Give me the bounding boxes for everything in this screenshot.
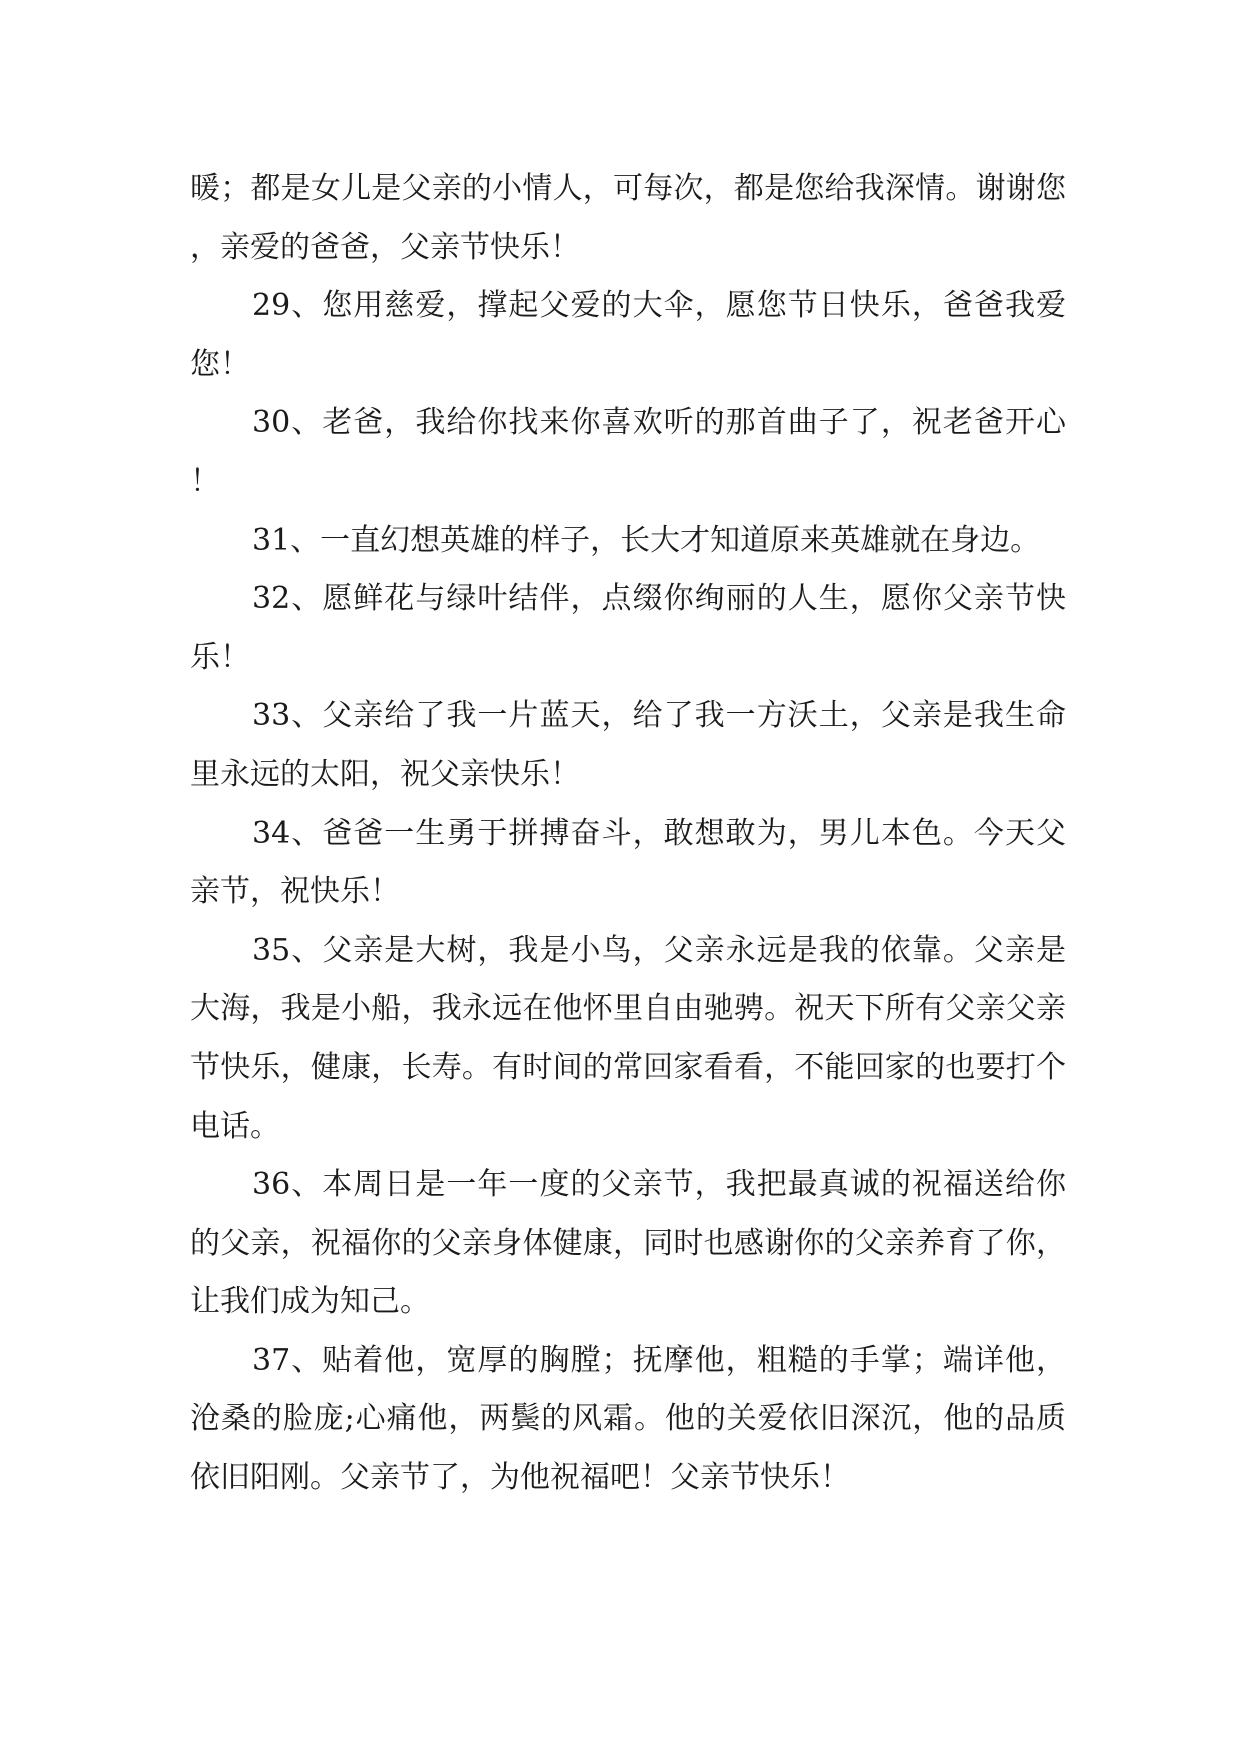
paragraph-31: 31、一直幻想英雄的样子，长大才知道原来英雄就在身边。: [252, 522, 1041, 558]
paragraph-36: 36、本周日是一年一度的父亲节，我把最真诚的祝福送给你的父亲，祝福你的父亲身体健康，同时也感谢你的父亲养育了你，让我们成为知己。: [190, 1167, 1066, 1320]
document-body: [190, 160, 1066, 1508]
paragraph-37: 37、贴着他，宽厚的胸膛；抚摩他，粗糙的手掌；端详他，沧桑的脸庞;心痛他，两鬓的风霜。他的关爱依旧深沉，他的品质依旧阳刚。父亲节了，为他祝福吧！父亲节快乐！: [190, 1342, 1066, 1496]
paragraph-continuation: 暖；都是女儿是父亲的小情人，可每次，都是您给我深情。谢谢您，亲爱的爸爸，父亲节快乐！: [190, 171, 1066, 265]
paragraph-35: 35、父亲是大树，我是小鸟，父亲永远是我的依靠。父亲是大海，我是小船，我永远在他怀里自由驰骋。祝天下所有父亲父亲节快乐，健康，长寿。有时间的常回家看看，不能回家的也要打个电话。: [190, 932, 1066, 1144]
paragraph-29: 29、您用慈爱，撑起父爱的大伞，愿您节日快乐，爸爸我爱您！: [190, 288, 1066, 382]
paragraph-32: 32、愿鲜花与绿叶结伴，点缀你绚丽的人生，愿你父亲节快乐！: [190, 581, 1066, 675]
paragraph-30: 30、老爸，我给你找来你喜欢听的那首曲子了，祝老爸开心！: [190, 405, 1066, 499]
paragraph-34: 34、爸爸一生勇于拼搏奋斗，敢想敢为，男儿本色。今天父亲节，祝快乐！: [190, 815, 1066, 910]
paragraph-33: 33、父亲给了我一片蓝天，给了我一方沃土，父亲是我生命里永远的太阳，祝父亲快乐！: [190, 698, 1066, 792]
